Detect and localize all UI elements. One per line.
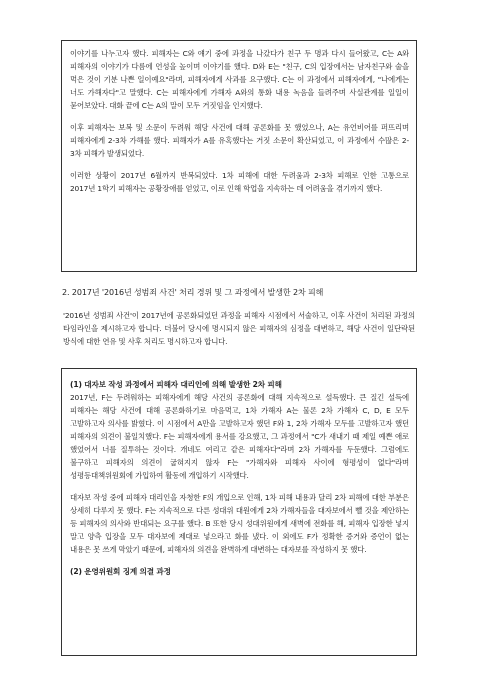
- subsection-title: (1) 대자보 작성 과정에서 피해자 대리인에 의해 발생한 2차 피해: [70, 380, 282, 389]
- paragraph: 이야기를 나누고자 했다. 피해자는 C와 얘기 중에 과정을 나갔다가 친구 두 명과 다시 들어왔고, C는 A와 피해자의 이야기가 다름에 언성을 높이며 이야기를 했다. D와 E는 "친구, C의 입장에서는 남자친구와 술을 먹은 것이 기분 나쁜 일이예요"라며, 피해자에게 사과를 요구했다. C는 이 과정에서 피해자에게, "나에게는 너도 가해자다"고 말했다. C는 피해자에게 가해자 A와의 통화 내용 녹음을 들려주며 사실관계를 일일이 묻어보았다. 대화 끝에 C는 A의 말이 모두 거짓임을 인지했다.: [70, 49, 409, 110]
- paragraph: 이후 피해자는 보복 및 소문이 두려워 해당 사건에 대해 공론화를 못 했었으나, A는 유언비어를 퍼뜨리며 피해자에게 2-3차 가해를 했다. 피해자가 A를 유혹했다는 거짓 소문이 확산되었고, 이 과정에서 수많은 2-3차 피해가 발생되었다.: [70, 123, 409, 158]
- section-heading: 2. 2017년 '2016년 성범죄 사건' 처리 경위 및 그 과정에서 발생한 2차 피해: [62, 288, 324, 297]
- intro-paragraph: '2016년 성범죄 사건'이 2017년에 공론화되었던 과정을 피해자 시점에서 서술하고, 이후 사건이 처리된 과정의 타임라인을 제시하고자 합니다. 더불어 당시에 명시되지 않은 피해자의 심정을 대변하고, 해당 사건이 일단락된 방식에 대한 연유 및 사후 처리도 명시하고자 합니다.: [63, 311, 415, 346]
- paragraph: 대자보 작성 중에 피해자 대리인을 자청한 F의 개입으로 인해, 1차 피해 내용과 달리 2차 피해에 대한 부분은 상세히 다루지 못 했다. F는 지속적으로 다른 성대위 대원에게 2차 가해자들을 대자보에서 뺄 것을 제안하는 등 피해자의 의사와 반대되는 요구를 했다. B 또한 당시 성대위원에게 새벽에 전화를 해, 피해자 입장한 넣지 말고 양측 입장을 모두 대자보에 제대로 넣으라고 화를 냈다. 이 외에도 F가 정확한 증거와 증언이 없는 내용은 못 쓰게 막았기 때문에, 피해자의 의견을 완벽하게 대변하는 대자보를 작성하지 못 했다.: [70, 493, 409, 554]
- subsection-title: (2) 운영위원회 징계 의결 과정: [70, 567, 171, 576]
- process-box: [61, 368, 417, 656]
- paragraph: 2017년, F는 두려워하는 피해자에게 해당 사건의 공론화에 대해 지속적으로 설득했다. 큰 질긴 설득에 피해자는 해당 사건에 대해 공론화하기로 마음먹고, 1차 가해자 A는 물론 2차 가해자 C, D, E 모두 고발하고자 의사를 밝혔다. 이 시점에서 A만을 고발하고자 했던 F와 1, 2차 가해자 모두를 고발하고자 했던 피해자의 의견이 불일치했다. F는 피해자에게 용서를 강요했고, 그 과정에서 "C가 새내기 때 제일 예쁜 애로 했었어서 너를 질투하는 것이다. 개네도 여리고 같은 피해자다"라며 2차 가해자를 두둔했다. 그럼에도 불구하고 피해자의 의견이 굽혀지지 않자 F는 "가해자와 피해자 사이에 형평성이 없다"라며 성평등대책위원회에 가입하여 활동에 개입하기 시작했다.: [70, 393, 409, 480]
- paragraph: 이러한 상황이 2017년 6월까지 반복되었다. 1차 피해에 대한 두려움과 2-3차 피해로 인한 고통으로 2017년 1학기 피해자는 공황장애를 얻었고, 이로 인해 학업을 지속하는 데 어려움을 겪기까지 했다.: [70, 171, 409, 193]
- narrative-box: [61, 40, 417, 272]
